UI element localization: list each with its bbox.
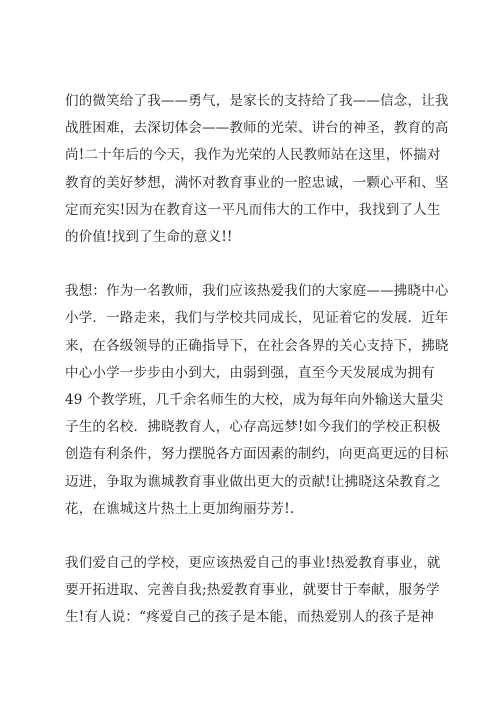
paragraph-3	[65, 550, 443, 632]
paragraph-1	[65, 88, 449, 251]
text-line: 创造有利条件，努力摆脱各方面因素的制约，向更高更远的目标	[65, 446, 449, 463]
text-line: 生!有人说：“疼爱自己的孩子是本能，而热爱别人的孩子是神	[65, 609, 434, 626]
text-line: 49 个教学班，几千余名师生的大校，成为每年向外输送大量尖	[65, 392, 444, 409]
text-line: 们的微笑给了我——勇气，是家长的支持给了我——信念，让我	[65, 93, 449, 109]
text-line: 我们爱自己的学校，更应该热爱自己的事业!热爱教育事业，就	[65, 555, 441, 572]
text-line: 来，在各级领导的正确指导下，在社会各界的关心支持下，拂晓	[65, 337, 449, 354]
text-line: 子生的名校．拂晓教育人，心存高远梦!如今我们的学校正积极	[65, 419, 441, 436]
text-line: 教育的美好梦想，满怀对教育事业的一腔忠诚，一颗心平和、坚	[65, 174, 449, 191]
text-line: 小学．一路走来，我们与学校共同成长，见证着它的发展．近年	[65, 310, 449, 327]
text-line: 要开拓进取、完善自我;热爱教育事业，就要甘于奉献，服务学	[65, 582, 440, 599]
text-line: 迈进，争取为谯城教育事业做出更大的贡献!让拂晓这朵教育之	[65, 473, 441, 490]
text-line: 尚!二十年后的今天，我作为光荣的人民教师站在这里，怀揣对	[65, 147, 441, 164]
text-line: 我想：作为一名教师，我们应该热爱我们的大家庭——拂晓中心	[65, 283, 449, 300]
text-line: 战胜困难，去深切体会——教师的光荣、讲台的神圣，教育的高	[65, 120, 449, 137]
text-line: 定而充实!因为在教育这一平凡而伟大的工作中，我找到了人生	[65, 201, 441, 218]
text-line: 的价值!找到了生命的意义!!	[65, 229, 233, 246]
paragraph-2	[65, 278, 449, 523]
document-body	[65, 88, 449, 659]
text-line: 中心小学一步步由小到大，由弱到强，直至今天发展成为拥有	[65, 364, 435, 381]
text-line: 花，在谯城这片热土上更加绚丽芬芳!.	[65, 500, 295, 517]
